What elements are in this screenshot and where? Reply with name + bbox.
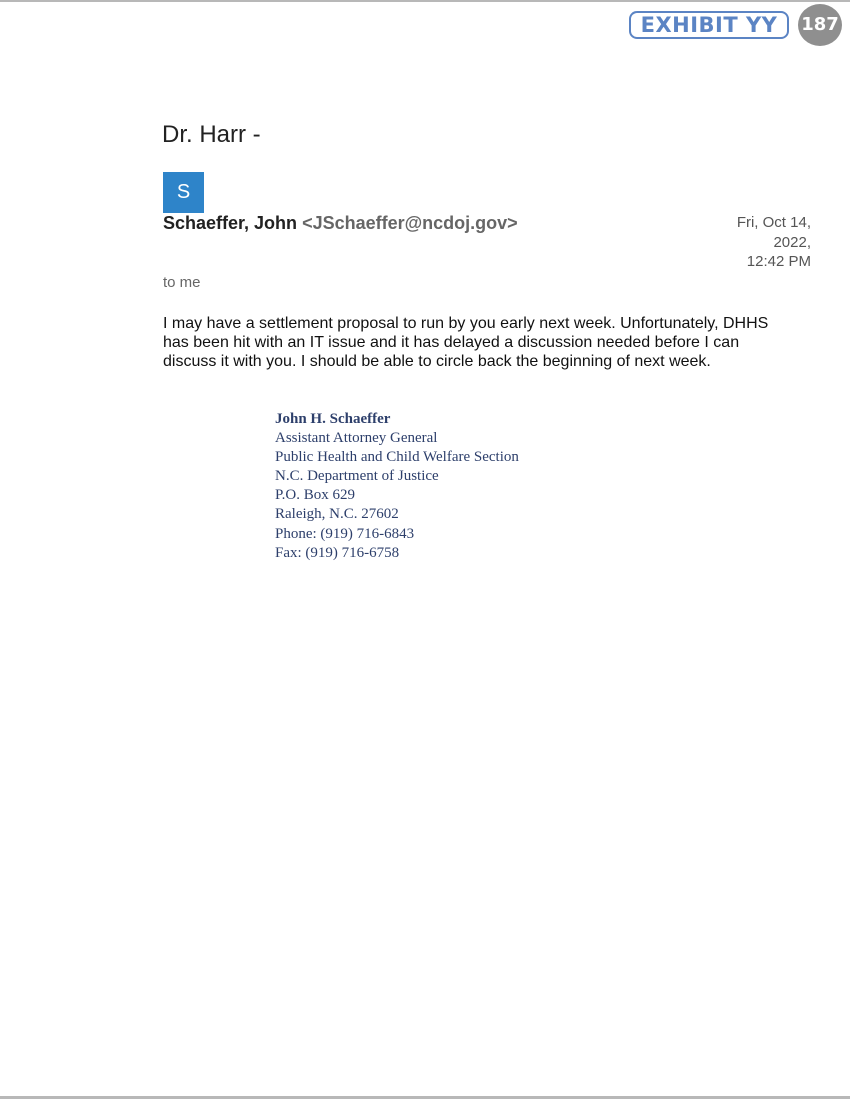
body-line: has been hit with an IT issue and it has delayed a discussion needed before I can [163,334,740,351]
body-line: I may have a settlement proposal to run by you early next week. Unfortunately, DHHS [163,315,769,332]
recipient-line: to me [163,274,201,291]
date-line: 2022, [773,233,811,251]
email-body [163,314,823,371]
signature-line: Fax: (919) 716-6758 [275,544,400,561]
exhibit-stamp: EXHIBIT YY [629,11,789,39]
sender-email: <JSchaeffer@ncdoj.gov> [302,213,518,233]
sender-name: Schaeffer, John [163,213,298,233]
email-signature [275,410,519,563]
signature-line: Public Health and Child Welfare Section [275,449,519,466]
signature-line: P.O. Box 629 [275,487,356,504]
email-date [690,213,811,272]
date-line: 12:42 PM [746,253,811,270]
date-line: Fri, Oct 14, [736,214,811,231]
signature-line: Assistant Attorney General [275,430,438,447]
sender-line [163,213,518,234]
signature-name: John H. Schaeffer [275,411,391,427]
page-bottom-border [0,1096,850,1099]
signature-line: N.C. Department of Justice [275,468,439,485]
sender-avatar: S [163,172,204,213]
signature-line: Phone: (919) 716-6843 [275,525,415,542]
body-line: discuss it with you. I should be able to circle back the beginning of next week. [163,353,711,370]
email-subject: Dr. Harr - [162,121,261,148]
page-top-border [0,0,850,2]
signature-line: Raleigh, N.C. 27602 [275,506,399,523]
page-number-badge: 187 [798,4,842,46]
